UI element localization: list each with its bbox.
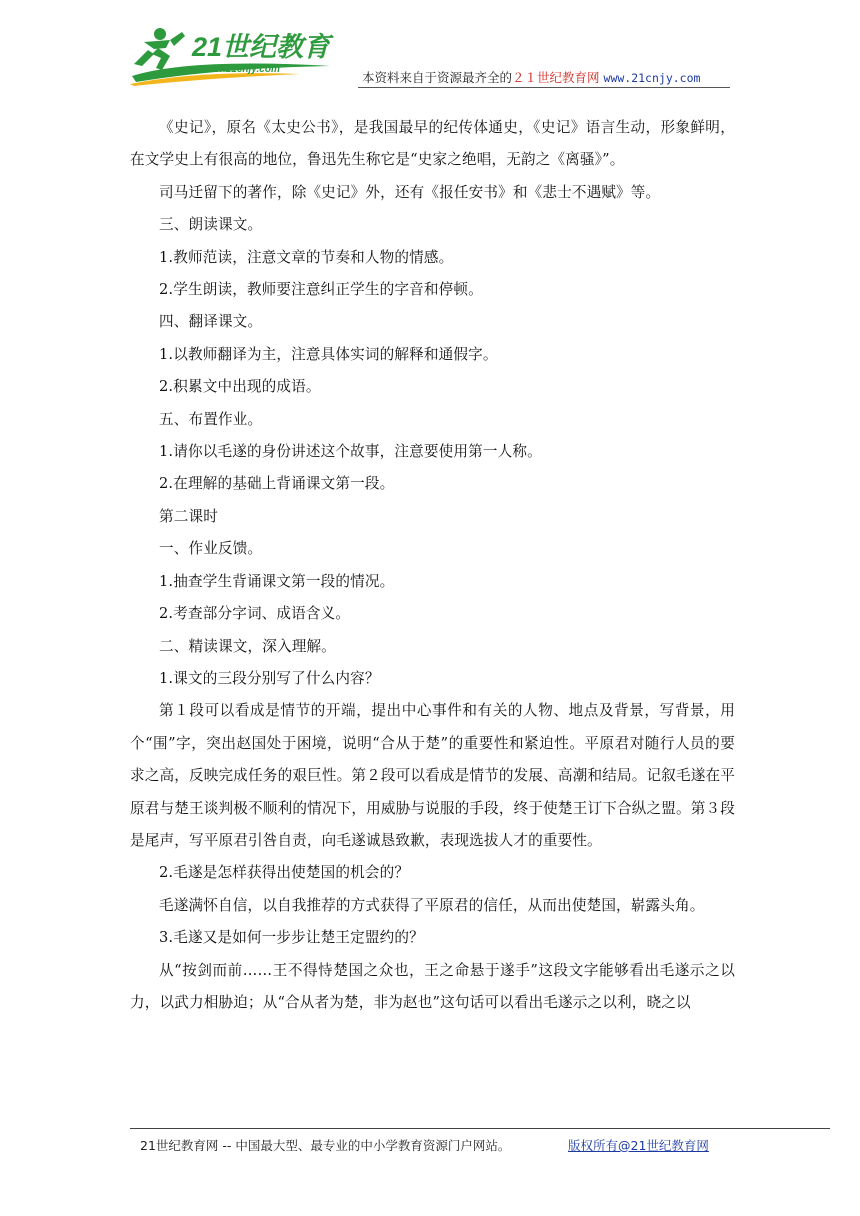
header-note-prefix: 本资料来自于资源最齐全的 [362,70,513,85]
paragraph: 司马迁留下的著作，除《史记》外，还有《报任安书》和《悲士不遇赋》等。 [159,183,661,201]
paragraph: 1.请你以毛遂的身份讲述这个故事，注意要使用第一人称。 [159,443,542,461]
paragraph: 毛遂满怀自信，以自我推荐的方式获得了平原君的信任，从而出使楚国，崭露头角。 [159,896,705,914]
paragraph: 第１段可以看成是情节的开端，提出中心事件和有关的人物、地点及背景，写背景，用个“围”字，突出赵国处于困境，说明“合从于楚”的重要性和紧迫性。平原君对随行人员的要求之高，反映完成任务的艰巨性。第２段可以看成是情节的发展、高潮和结局。记叙毛遂在平原君与楚王谈判极不顺利的情况下，用威胁与说服的手段，终于使楚王订下合纵之盟。第３段是尾声，写平原君引咎自责，向毛遂诚恳致歉，表现选拔人才的重要性。 [130,702,735,849]
paragraph: 《史记》，原名《太史公书》，是我国最早的纪传体通史，《史记》语言生动，形象鲜明，在文学史上有很高的地位，鲁迅先生称它是“史家之绝唱，无韵之《离骚》”。 [130,119,735,169]
paragraph: 2.学生朗读，教师要注意纠正学生的字音和停顿。 [159,281,483,299]
paragraph: 第二课时 [159,507,218,525]
site-logo[interactable] [130,18,360,86]
footer-text: 21世纪教育网 -- 中国最大型、最专业的中小学教育资源门户网站。 [140,1138,511,1153]
paragraph: 三、朗读课文。 [159,216,263,234]
page-header [130,18,730,90]
paragraph: 2.在理解的基础上背诵课文第一段。 [159,475,395,493]
paragraph: 1.以教师翻译为主，注意具体实词的解释和通假字。 [159,345,498,363]
paragraph: 2.积累文中出现的成语。 [159,378,321,396]
paragraph: 3.毛遂又是如何一步步让楚王定盟约的？ [159,929,424,947]
svg-text:21世纪教育: 21世纪教育 [192,32,331,62]
document-body [130,112,735,1019]
paragraph: 四、翻译课文。 [159,313,263,331]
paragraph: 二、精读课文，深入理解。 [159,637,336,655]
paragraph: 1.课文的三段分别写了什么内容？ [159,669,380,687]
svg-text:www.21cnjy.com: www.21cnjy.com [200,64,280,75]
paragraph: 2.毛遂是怎样获得出使楚国的机会的？ [159,864,410,882]
paragraph: 1.教师范读，注意文章的节奏和人物的情感。 [159,248,454,266]
copyright-link[interactable]: 版权所有@21世纪教育网 [568,1138,709,1153]
footer-divider [130,1128,830,1129]
paragraph: 从“按剑而前……王不得恃楚国之众也，王之命悬于遂手”这段文字能够看出毛遂示之以力，以武力相胁迫；从“合从者为楚，非为赵也”这句话可以看出毛遂示之以利，晓之以 [130,961,735,1011]
paragraph: 2.考查部分字词、成语含义。 [159,605,351,623]
header-note-brand: ２１世纪教育网 [512,70,600,85]
header-note-url[interactable]: www.21cnjy.com [603,71,701,85]
paragraph: 一、作业反馈。 [159,540,263,558]
header-note [362,68,700,86]
paragraph: 五、布置作业。 [159,410,263,428]
header-divider [358,87,730,88]
paragraph: 1.抽查学生背诵课文第一段的情况。 [159,572,395,590]
